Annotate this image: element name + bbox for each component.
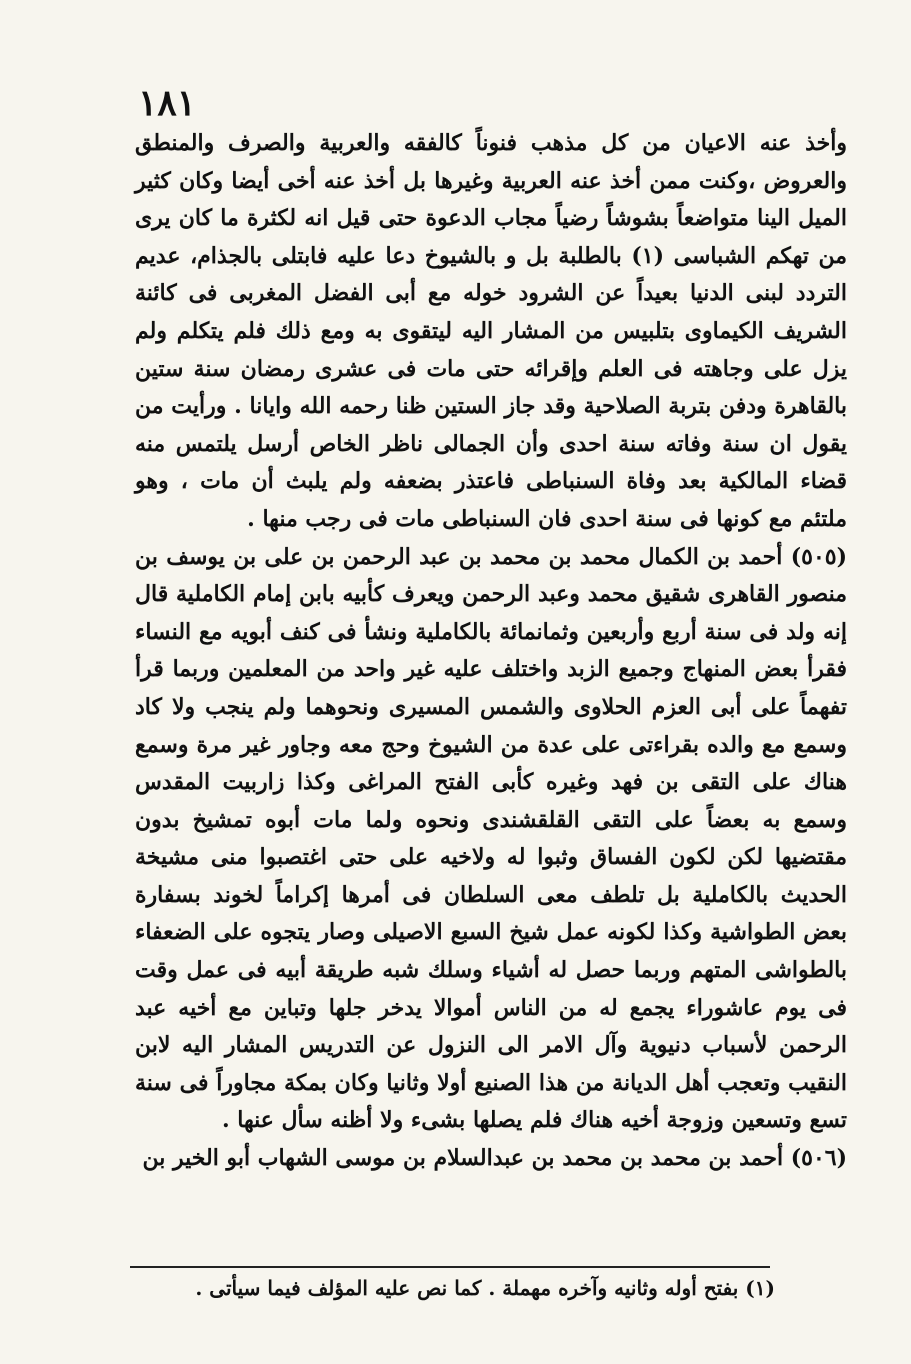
paragraph-504-end: وأخذ عنه الاعيان من كل مذهب فنوناً كالفقه والعربية والصرف والمنطق والعروض ،وكنت ممن أخذ عنه العربية وغيرها بل أخذ عنه أخى أيضا وكان كثير الميل الينا متواضعاً بشوشاً رضياً مجاب الدعوة حتى قيل انه لكثرة ما كان يرى من تهكم الشباسى (١) بالطلبة بل و بالشيوخ دعا عليه فابتلى بالجذام، عديم التردد لبنى الدنيا بعيداً عن الشرود خوله مع أبى الفضل المغربى فى كائنة الشريف الكيماوى بتلبيس من المشار اليه ليتقوى به ومع ذلك فلم يتكلم ولم يزل على وجاهته فى العلم وإقرائه حتى مات فى عشرى رمضان سنة ستين بالقاهرة ودفن بتربة الصلاحية وقد جاز الستين ظنا رحمه الله وايانا . ورأيت من يقول ان سنة وفاته سنة احدى وأن الجمالى ناظر الخاص أرسل يلتمس منه قضاء المالكية بعد وفاة السنباطى فاعتذر بضعفه ولم يلبث أن مات ، وهو ملتئم مع كونها فى سنة احدى فان السنباطى مات فى رجب منها . bbox=[135, 130, 848, 532]
footnote-divider bbox=[130, 1266, 770, 1268]
page-number: ١٨١ bbox=[138, 82, 197, 124]
paragraph-505: (٥٠٥) أحمد بن الكمال محمد بن محمد بن عبد الرحمن بن على بن يوسف بن منصور القاهرى شقيق محمد وعبد الرحمن ويعرف كأبيه بابن إمام الكاملية قال إنه ولد فى سنة أربع وأربعين وثمانمائة بالكاملية ونشأ فى كنف أبويه مع النساء فقرأ بعض المنهاج وجميع الزبد واختلف عليه غير واحد من المعلمين وربما قرأ تفهماً على أبى العزم الحلاوى والشمس المسيرى ونحوهما ولم ينجب ولا كاد وسمع مع والده بقراءتى على عدة من الشيوخ وحج معه وجاور غير مرة وسمع هناك على التقى بن فهد وغيره كأبى الفتح المراغى وكذا زاربيت المقدس وسمع به بعضاً على التقى القلقشندى ونحوه ولما مات أبوه تمشيخ بدون مقتضيها لكن لكون الفساق وثبوا له ولاخيه على حتى اغتصبوا منى مشيخة الحديث بالكاملية بل تلطف معى السلطان فى أمرها إكراماً لخوند بسفارة بعض الطواشية وكذا لكونه عمل شيخ السبع الاصيلى وصار يتجوه على الضعفاء بالطواشى المتهم وربما حصل له أشياء وسلك شبه طريقة أبيه فى عمل وقت فى يوم عاشوراء يجمع له من الناس أموالا يدخر جلها وتباين مع أخيه عبد الرحمن لأسباب دنيوية وآل الامر الى النزول عن التدريس المشار اليه لابن النقيب وتعجب أهل الديانة من هذا الصنيع أولا وثانيا وكان بمكة مجاوراً فى سنة تسع وتسعين وزوجة أخيه هناك فلم يصلها بشىء ولا أظنه سأل عنها . bbox=[135, 543, 848, 1134]
main-text bbox=[135, 125, 847, 1178]
footnote: (١) بفتح أوله وثانيه وآخره مهملة . كما نص عليه المؤلف فيما سيأتى . bbox=[195, 1276, 775, 1300]
paragraph-506-start: (٥٠٦) أحمد بن محمد بن محمد بن عبدالسلام بن موسى الشهاب أبو الخير بن bbox=[142, 1145, 847, 1172]
